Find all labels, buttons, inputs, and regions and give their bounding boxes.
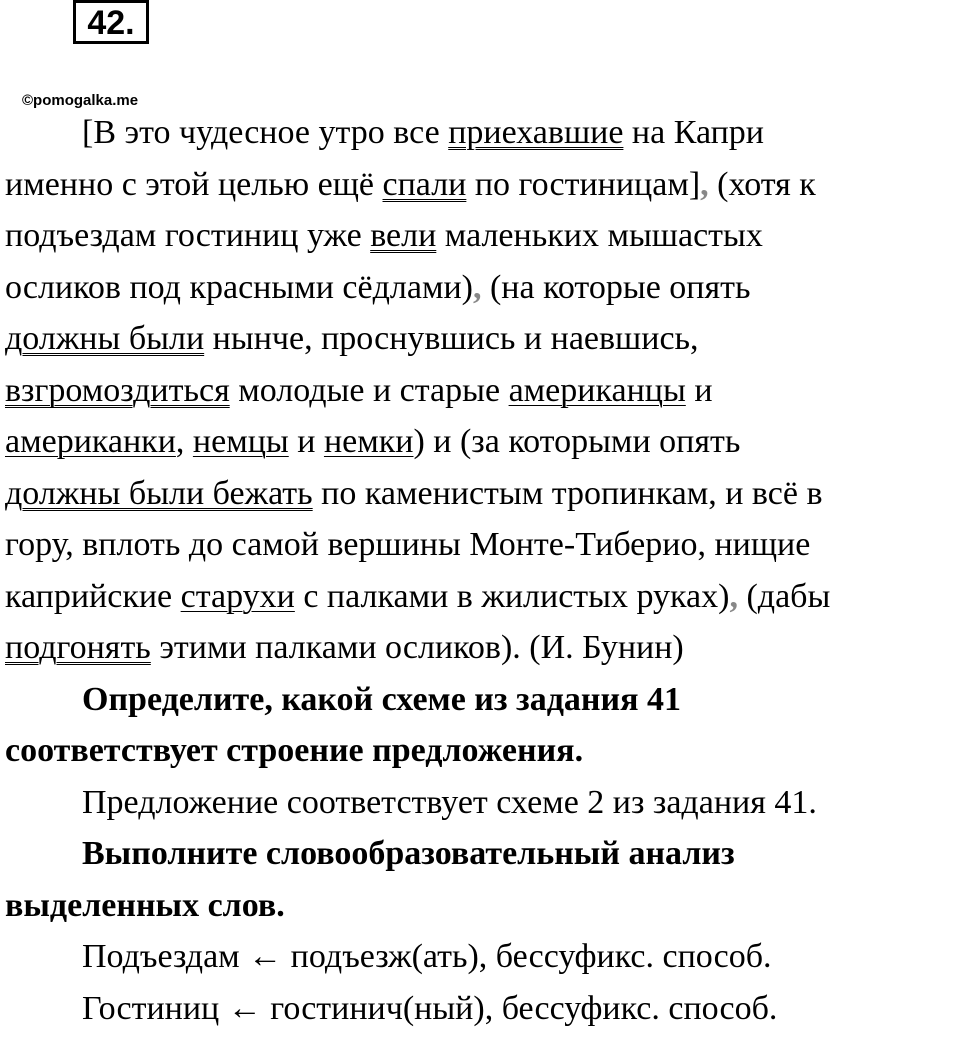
predicate-word: вели (370, 217, 437, 254)
sentence-line-4: осликов под красными сёдлами), (на которые опять (5, 268, 751, 306)
subject-word: американки (5, 423, 176, 460)
analysis-line-1: Подъездам ← подъезж(ать), бессуфикс. способ. (82, 938, 772, 975)
sentence-line-7: американки, немцы и немки) и (за которыми опять (5, 423, 741, 460)
question-2-line-1: Выполните словообразовательный анализ (82, 835, 735, 872)
question-1-line-1: Определите, какой схеме из задания 41 (82, 680, 681, 718)
task-number-box: 42. (73, 0, 149, 44)
sentence-line-2: именно с этой целью ещё спали по гостиницам], (хотя к (5, 165, 816, 203)
question-1-line-2: соответствует строение предложения. (5, 732, 584, 769)
sentence-line-6: взгромоздиться молодые и старые американцы и (5, 371, 713, 409)
sentence-line-1: [В это чудесное утро все приехавшие на Капри (82, 114, 764, 151)
predicate-word: спали (382, 165, 467, 203)
highlighted-comma: , (700, 165, 709, 203)
sentence-line-3: подъездам гостиниц уже вели маленьких мышастых (5, 217, 763, 254)
sentence-line-8: должны были бежать по каменистым тропинкам, и всё в (5, 474, 823, 512)
watermark: ©pomogalka.me (22, 92, 139, 109)
sentence-line-5: должны были нынче, проснувшись и наевшись, (5, 320, 699, 357)
highlighted-comma: , (472, 268, 482, 306)
sentence-line-9: гору, вплоть до самой вершины Монте-Тиберио, нищие (5, 526, 811, 563)
document-body (5, 107, 955, 1034)
predicate-word: должны были бежать (5, 474, 313, 512)
sentence-line-11: подгонять этими палками осликов). (И. Бунин) (5, 629, 684, 666)
question-2-line-2: выделенных слов. (5, 886, 285, 924)
predicate-word: взгромоздиться (5, 371, 230, 409)
analysis-line-2: Гостиниц ← гостинич(ный), бессуфикс. способ. (82, 989, 778, 1027)
predicate-word: подгонять (5, 629, 151, 666)
subject-word: старухи (180, 577, 295, 615)
subject-word: немцы (192, 423, 289, 460)
sentence-line-10: каприйские старухи с палками в жилистых руках), (дабы (5, 577, 831, 615)
subject-word: американцы (508, 371, 686, 409)
predicate-word: должны были (5, 320, 205, 357)
predicate-word: приехавшие (448, 114, 624, 151)
highlighted-comma: , (729, 577, 738, 615)
subject-word: немки (323, 423, 414, 460)
answer-1: Предложение соответствует схеме 2 из задания 41. (82, 783, 817, 821)
